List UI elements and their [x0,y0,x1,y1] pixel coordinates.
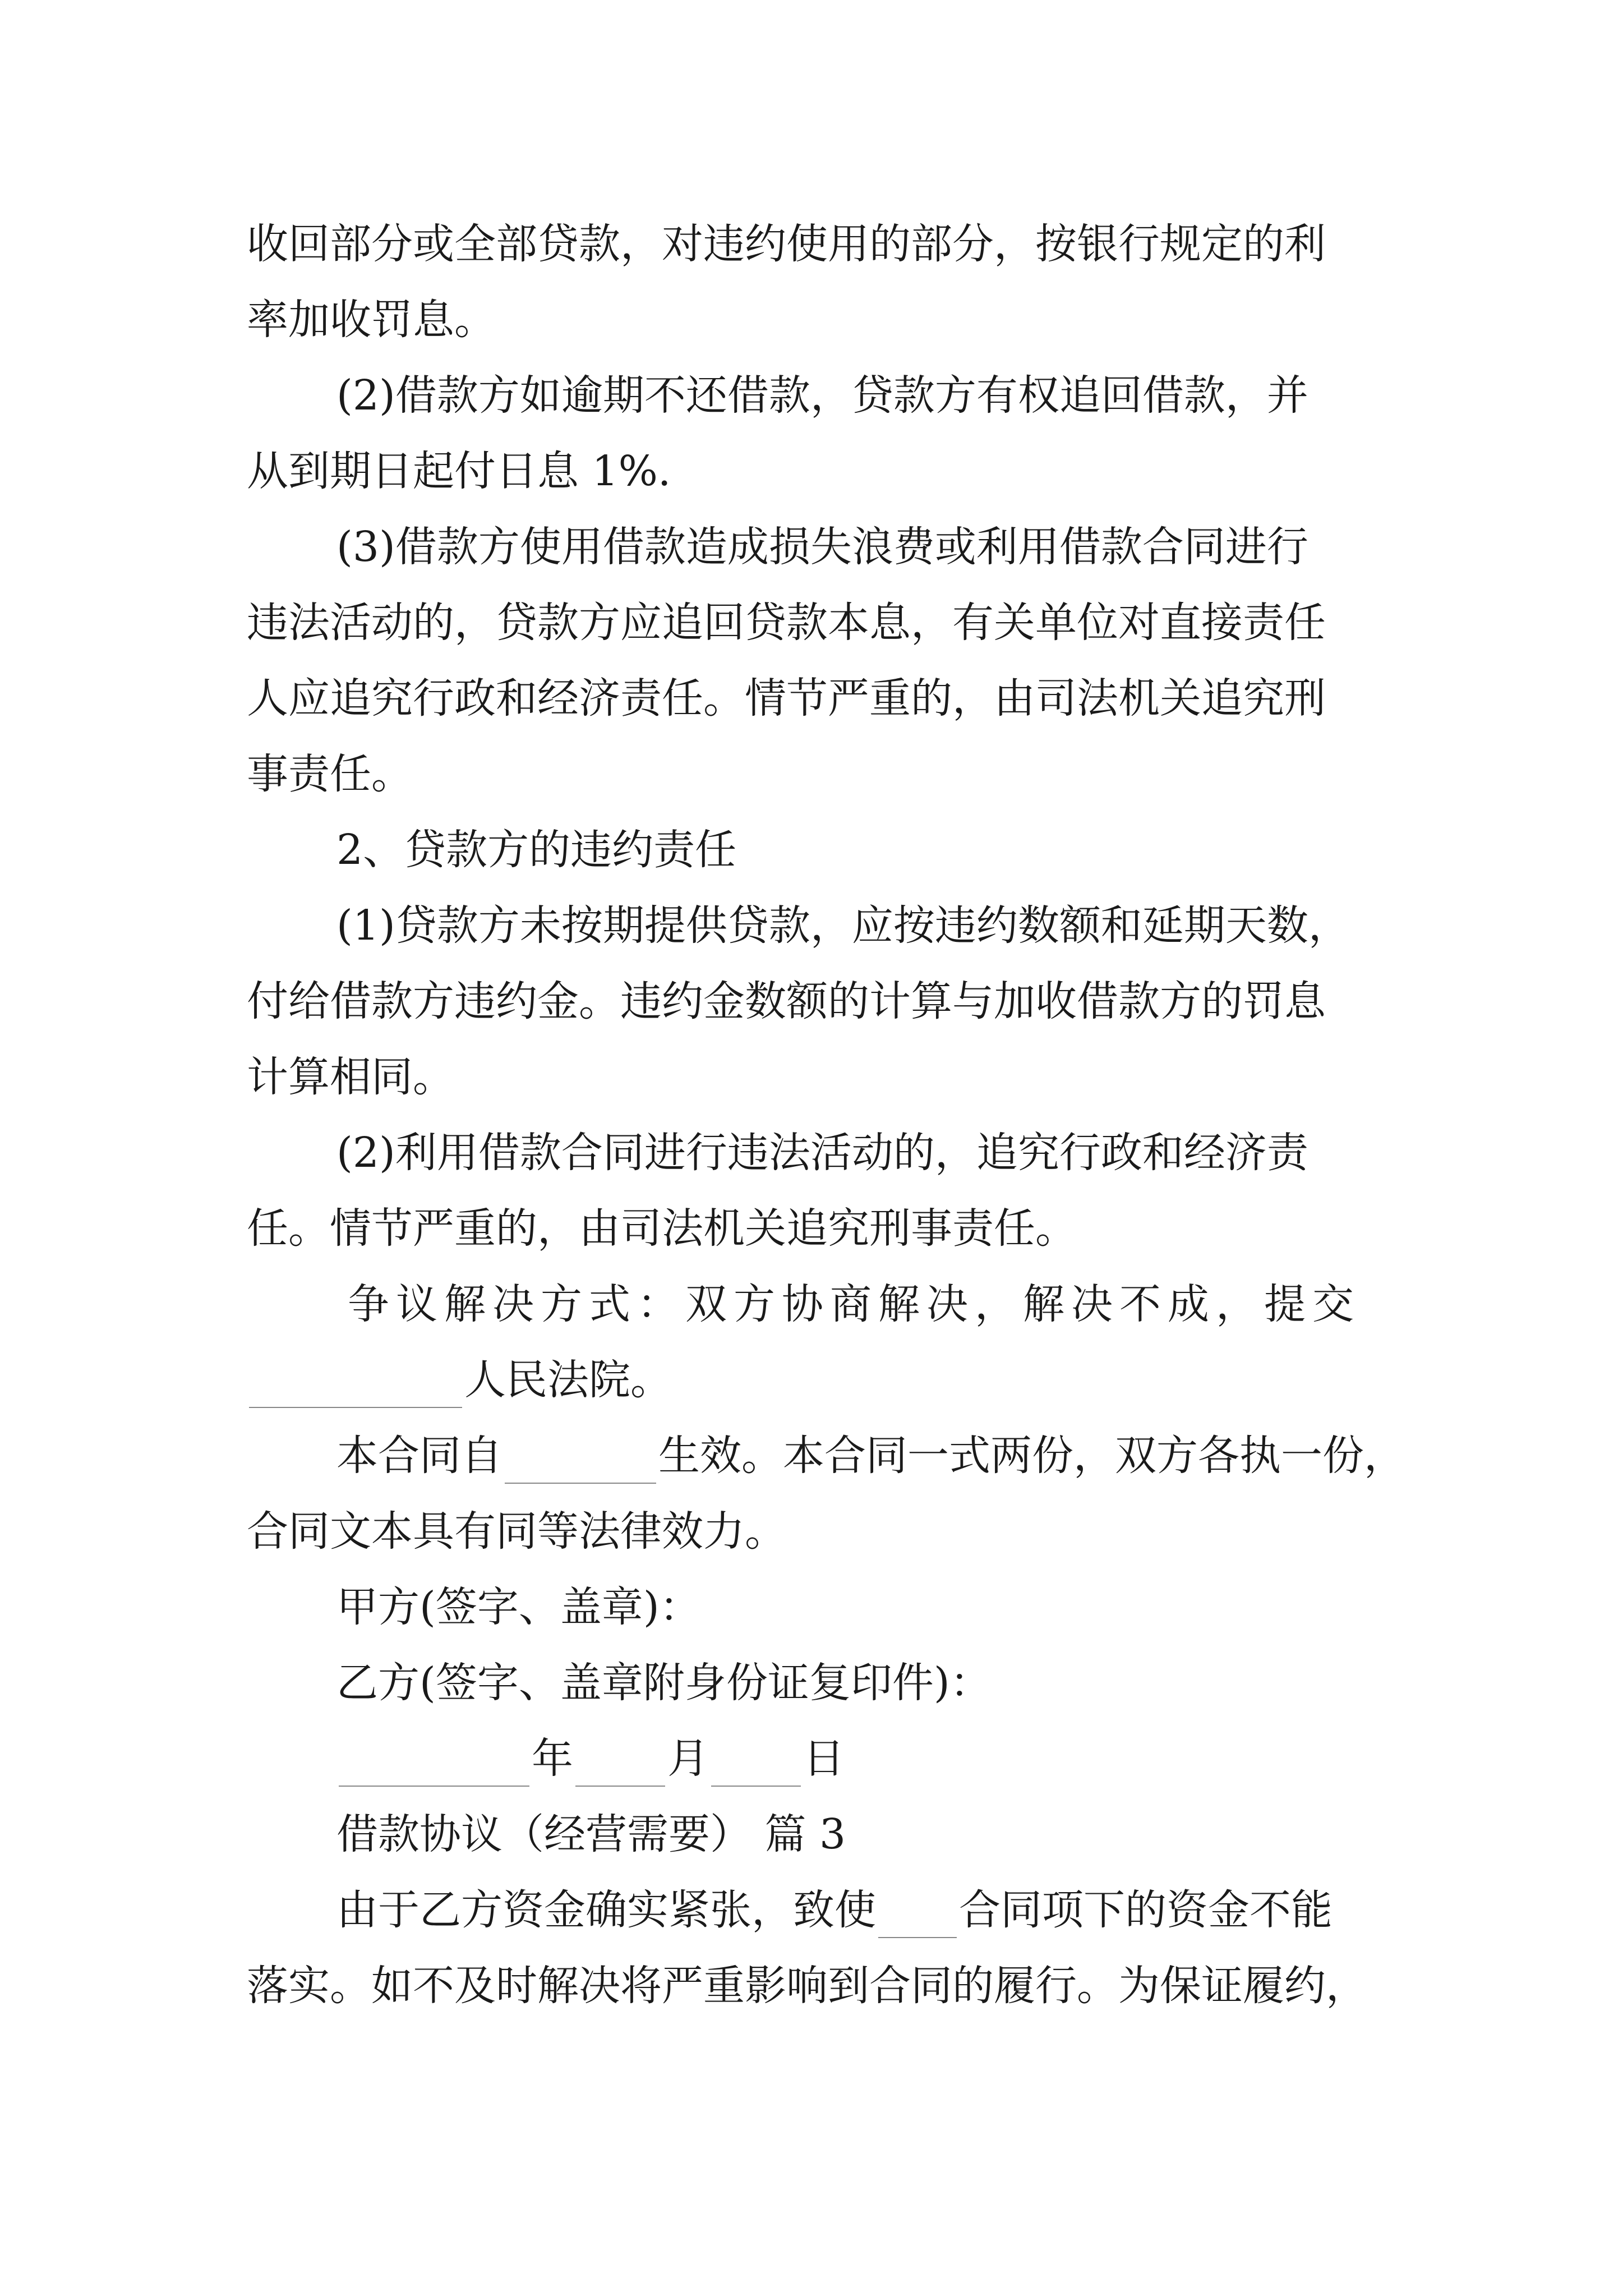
section-title: 借款协议（经营需要） 篇 3 [336,1810,846,1858]
court-name-blank [249,1362,462,1408]
effective-prefix: 本合同自 [336,1432,502,1480]
year-label: 年 [532,1734,573,1783]
paragraph-line: 事责任。 [247,750,413,798]
day-label: 日 [803,1734,845,1783]
paragraph-suffix: 合同项下的资金不能 [959,1886,1332,1934]
paragraph-line: (2)借款方如逾期不还借款，贷款方有权追回借款，并 [336,371,1308,420]
paragraph-line: (3)借款方使用借款造成损失浪费或利用借款合同进行 [336,523,1308,571]
paragraph-line: 付给借款方违约金。违约金数额的计算与加收借款方的罚息 [247,977,1326,1025]
paragraph-line: 收回部分或全部贷款，对违约使用的部分，按银行规定的利 [247,220,1326,268]
paragraph-line [336,1882,1332,1938]
contract-name-blank [878,1892,957,1938]
paragraph-line: 率加收罚息。 [247,296,496,344]
party-a-signature-line: 甲方(签字、盖章)： [336,1583,701,1631]
paragraph-line: 从到期日起付日息 1%. [247,447,671,495]
paragraph-line: (1)贷款方未按期提供贷款，应按违约数额和延期天数， [336,901,1350,950]
month-label: 月 [667,1734,709,1783]
effective-line [336,1428,1405,1484]
paragraph-line: (2)利用借款合同进行违法活动的，追究行政和经济责 [336,1129,1308,1177]
section-heading: 2、贷款方的违约责任 [336,826,737,874]
paragraph-line: 任。情节严重的，由司法机关追究刑事责任。 [247,1204,1077,1253]
party-b-signature-line: 乙方(签字、盖章附身份证复印件)： [336,1659,992,1707]
paragraph-line: 违法活动的，贷款方应追回贷款本息，有关单位对直接责任 [247,599,1326,647]
day-blank [711,1741,801,1787]
court-text: 人民法院。 [464,1356,672,1404]
paragraph-prefix: 由于乙方资金确实紧张，致使 [336,1886,876,1934]
month-blank [575,1741,665,1787]
paragraph-line: 落实。如不及时解决将严重影响到合同的履行。为保证履约， [247,1962,1367,2010]
court-line [247,1352,672,1408]
date-line [336,1731,845,1787]
paragraph-line: 计算相同。 [247,1053,454,1101]
effective-date-blank [505,1438,656,1484]
paragraph-line: 合同文本具有同等法律效力。 [247,1507,786,1556]
dispute-clause-line: 争议解决方式：双方协商解决，解决不成，提交 [348,1280,1361,1328]
paragraph-line: 人应追究行政和经济责任。情节严重的，由司法机关追究刑 [247,674,1326,723]
effective-suffix: 生效。本合同一式两份，双方各执一份， [658,1432,1405,1480]
year-blank [339,1741,529,1787]
